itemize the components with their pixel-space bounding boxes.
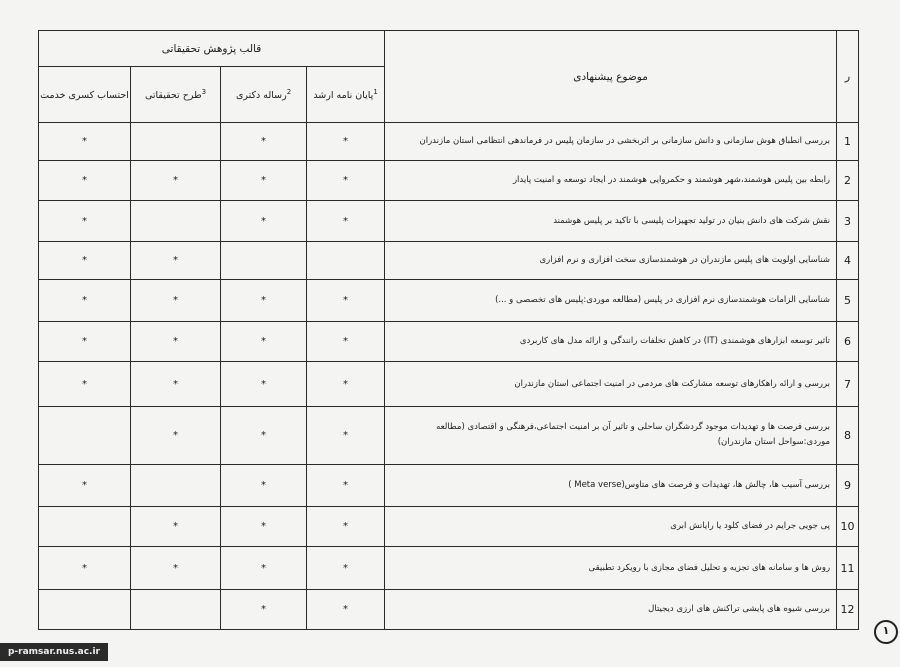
topic-text: شناسایی الزامات هوشمندسازی نرم افزاری در پلیس (مطالعه موردی:پلیس های تخصصی و ...)	[385, 279, 837, 321]
mark-cell	[307, 241, 385, 279]
mark-cell: *	[307, 362, 385, 406]
table-row	[39, 201, 859, 241]
mark-cell: *	[221, 406, 307, 464]
mark-cell: *	[221, 464, 307, 506]
mark-cell: *	[221, 507, 307, 547]
table-row	[39, 322, 859, 362]
mark-cell: *	[39, 241, 131, 279]
row-number: 11	[837, 547, 859, 589]
mark-cell: *	[39, 201, 131, 241]
subject-header: موضوع پیشنهادی	[385, 31, 837, 123]
mark-cell: *	[307, 589, 385, 629]
mark-cell: *	[307, 507, 385, 547]
mark-cell: *	[131, 161, 221, 201]
row-number-header: ر	[837, 31, 859, 123]
mark-cell: *	[131, 241, 221, 279]
table-row	[39, 547, 859, 589]
mark-cell: *	[307, 322, 385, 362]
column-header-phd-dissertation: $^2$رساله دکتری	[221, 67, 307, 123]
mark-cell	[131, 464, 221, 506]
mark-cell: *	[307, 547, 385, 589]
topic-text: بررسی انطباق هوش سازمانی و دانش سازمانی بر اثربخشی در سازمان پلیس در فرماندهی انتظامی استان مازندران	[385, 123, 837, 161]
mark-cell: *	[221, 123, 307, 161]
row-number: 5	[837, 279, 859, 321]
mark-cell	[39, 406, 131, 464]
topic-text: نقش شرکت های دانش بنیان در تولید تجهیزات پلیسی با تاکید بر پلیس هوشمند	[385, 201, 837, 241]
research-format-header: قالب پژوهش تحقیقاتی	[39, 31, 385, 67]
mark-cell: *	[131, 322, 221, 362]
mark-cell: *	[39, 464, 131, 506]
mark-cell: *	[307, 279, 385, 321]
mark-cell: *	[131, 507, 221, 547]
topic-text: شناسایی اولویت های پلیس مازندران در هوشمندسازی سخت افزاری و نرم افزاری	[385, 241, 837, 279]
topic-text: پی جویی جرایم در فضای کلود یا رایانش ابری	[385, 507, 837, 547]
mark-cell: *	[307, 161, 385, 201]
mark-cell	[131, 201, 221, 241]
row-number: 6	[837, 322, 859, 362]
row-number: 12	[837, 589, 859, 629]
topic-text: بررسی شیوه های پایشی تراکنش های ارزی دیجیتال	[385, 589, 837, 629]
mark-cell: *	[131, 279, 221, 321]
topic-text: رابطه بین پلیس هوشمند،شهر هوشمند و حکمروایی هوشمند در ایجاد توسعه و امنیت پایدار	[385, 161, 837, 201]
topic-text: روش ها و سامانه های تجزیه و تحلیل فضای مجازی با رویکرد تطبیقی	[385, 547, 837, 589]
mark-cell: *	[131, 406, 221, 464]
column-header-service-deduction: احتساب کسری خدمت	[39, 67, 131, 123]
mark-cell: *	[221, 322, 307, 362]
mark-cell	[131, 589, 221, 629]
mark-cell: *	[221, 161, 307, 201]
table-row	[39, 161, 859, 201]
mark-cell: *	[221, 279, 307, 321]
mark-cell: *	[221, 362, 307, 406]
table-row	[39, 464, 859, 506]
topic-text: بررسی و ارائه راهکارهای توسعه مشارکت های مردمی در امنیت اجتماعی استان مازندران	[385, 362, 837, 406]
mark-cell	[131, 123, 221, 161]
mark-cell: *	[307, 123, 385, 161]
table-row	[39, 507, 859, 547]
mark-cell: *	[131, 547, 221, 589]
topic-text: تاثیر توسعه ابزارهای هوشمندی (IT) در کاهش تخلفات رانندگی و ارائه مدل های کاربردی	[385, 322, 837, 362]
mark-cell: *	[39, 279, 131, 321]
row-number: 2	[837, 161, 859, 201]
column-header-research-project: $^3$طرح تحقیقاتی	[131, 67, 221, 123]
mark-cell: *	[307, 201, 385, 241]
mark-cell: *	[39, 322, 131, 362]
page-number: ۱	[874, 620, 898, 644]
mark-cell: *	[221, 589, 307, 629]
row-number: 1	[837, 123, 859, 161]
research-topics-table	[38, 30, 859, 630]
table-row	[39, 589, 859, 629]
mark-cell	[39, 507, 131, 547]
row-number: 7	[837, 362, 859, 406]
mark-cell: *	[307, 464, 385, 506]
table-row	[39, 241, 859, 279]
table-row	[39, 362, 859, 406]
mark-cell: *	[307, 406, 385, 464]
row-number: 10	[837, 507, 859, 547]
row-number: 9	[837, 464, 859, 506]
row-number: 3	[837, 201, 859, 241]
mark-cell: *	[221, 201, 307, 241]
column-header-masters-thesis: $^1$پایان نامه ارشد	[307, 67, 385, 123]
mark-cell: *	[221, 547, 307, 589]
website-url-label: p-ramsar.nus.ac.ir	[0, 643, 108, 661]
mark-cell	[39, 589, 131, 629]
table-row	[39, 279, 859, 321]
table-row	[39, 123, 859, 161]
topic-text: بررسی آسیب ها، چالش ها، تهدیدات و فرصت های متاوس(Meta verse )	[385, 464, 837, 506]
mark-cell: *	[39, 362, 131, 406]
row-number: 4	[837, 241, 859, 279]
topic-text: بررسی فرصت ها و تهدیدات موجود گردشگران ساحلی و تاثیر آن بر امنیت اجتماعی،فرهنگی و اقتصادی (مطالعه موردی:سواحل استان مازندران)	[385, 406, 837, 464]
table-row	[39, 406, 859, 464]
mark-cell: *	[131, 362, 221, 406]
mark-cell	[221, 241, 307, 279]
row-number: 8	[837, 406, 859, 464]
mark-cell: *	[39, 123, 131, 161]
mark-cell: *	[39, 161, 131, 201]
mark-cell: *	[39, 547, 131, 589]
